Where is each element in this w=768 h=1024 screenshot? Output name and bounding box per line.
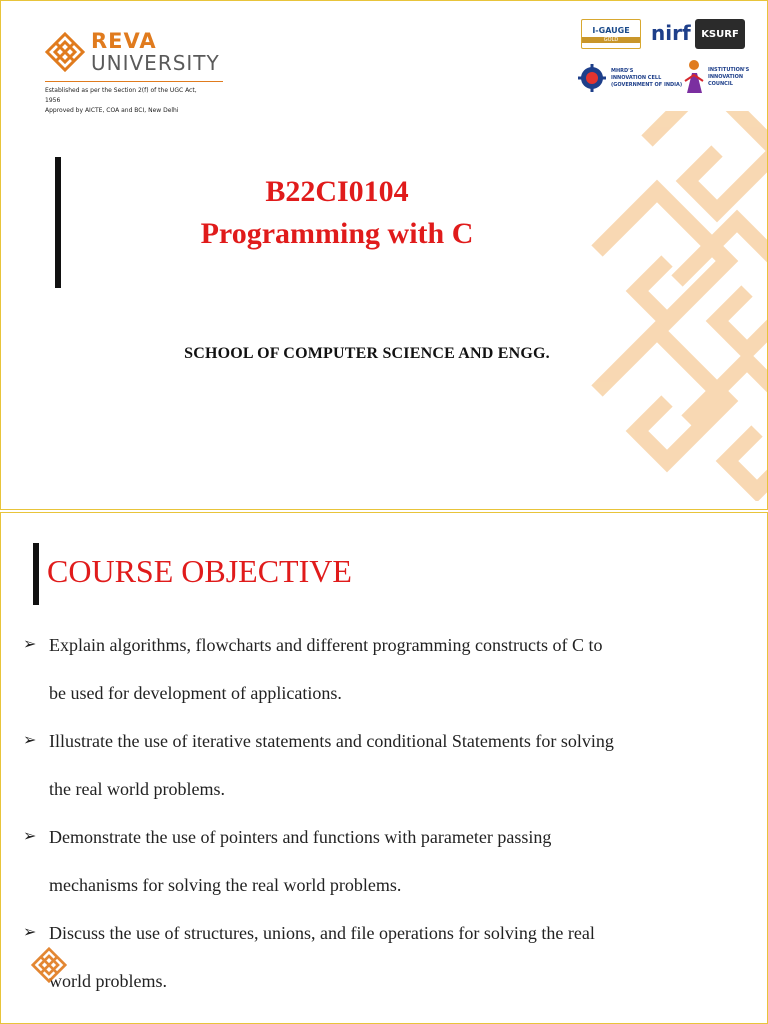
objective-list (23, 621, 753, 1005)
gear-icon (577, 63, 607, 93)
list-item (23, 717, 753, 813)
arrow-bullet-icon: ➢ (23, 732, 37, 749)
objective-line: Illustrate the use of iterative statements and conditional Statements for solving (49, 731, 614, 751)
iic-badge (683, 57, 749, 97)
title-slide (0, 0, 768, 510)
iic-line-2: INNOVATION (708, 73, 744, 80)
iic-line-1: INSTITUTION'S (708, 66, 750, 73)
innovation-cell-badge (577, 61, 682, 95)
objective-line: world problems. (49, 971, 167, 991)
igauge-badge (581, 19, 641, 49)
logo-name-line1: REVA (91, 29, 157, 53)
arrow-bullet-icon: ➢ (23, 636, 37, 653)
accent-bar (33, 543, 39, 605)
iic-line-3: COUNCIL (708, 80, 733, 87)
course-title: Programming with C (200, 217, 474, 250)
nirf-badge: nirf (651, 21, 691, 45)
objective-line: be used for development of applications. (49, 683, 342, 703)
objective-line: the real world problems. (49, 779, 225, 799)
objective-line: Explain algorithms, flowcharts and different programming constructs of C to (49, 635, 603, 655)
igauge-grade: GOLD (582, 37, 640, 43)
course-code: B22CI0104 (265, 175, 409, 208)
note-line-1: Established as per the Section 2(f) of the UGC Act, (45, 87, 197, 94)
note-line-3: Approved by AICTE, COA and BCI, New Delhi (45, 107, 179, 114)
knot-logo-icon (45, 32, 85, 72)
ksurf-badge: KSURF (695, 19, 745, 49)
list-item (23, 621, 753, 717)
objectives-slide (0, 512, 768, 1024)
school-name: SCHOOL OF COMPUTER SCIENCE AND ENGG. (184, 345, 550, 362)
arrow-bullet-icon: ➢ (23, 924, 37, 941)
logo-name-line2: UNIVERSITY (91, 51, 220, 75)
innovation-line-1: MHRD'S (611, 67, 634, 74)
knot-logo-icon (31, 947, 67, 983)
arrow-bullet-icon: ➢ (23, 828, 37, 845)
knot-pattern-decoration-icon (587, 111, 767, 501)
list-item (23, 909, 753, 1005)
innovation-line-2: INNOVATION CELL (611, 74, 662, 81)
accreditation-note (45, 86, 235, 116)
list-item (23, 813, 753, 909)
objective-line: Demonstrate the use of pointers and functions with parameter passing (49, 827, 552, 847)
logo-divider (45, 81, 223, 82)
accreditation-badges (573, 15, 753, 101)
person-icon (683, 59, 705, 95)
objective-line: Discuss the use of structures, unions, and file operations for solving the real (49, 923, 595, 943)
objective-line: mechanisms for solving the real world problems. (49, 875, 402, 895)
innovation-line-3: (GOVERNMENT OF INDIA) (611, 81, 683, 88)
reva-logo (45, 31, 235, 116)
slide-title: COURSE OBJECTIVE (47, 553, 352, 589)
note-line-2: 1956 (45, 97, 61, 104)
igauge-label: I-GAUGE (592, 25, 630, 35)
